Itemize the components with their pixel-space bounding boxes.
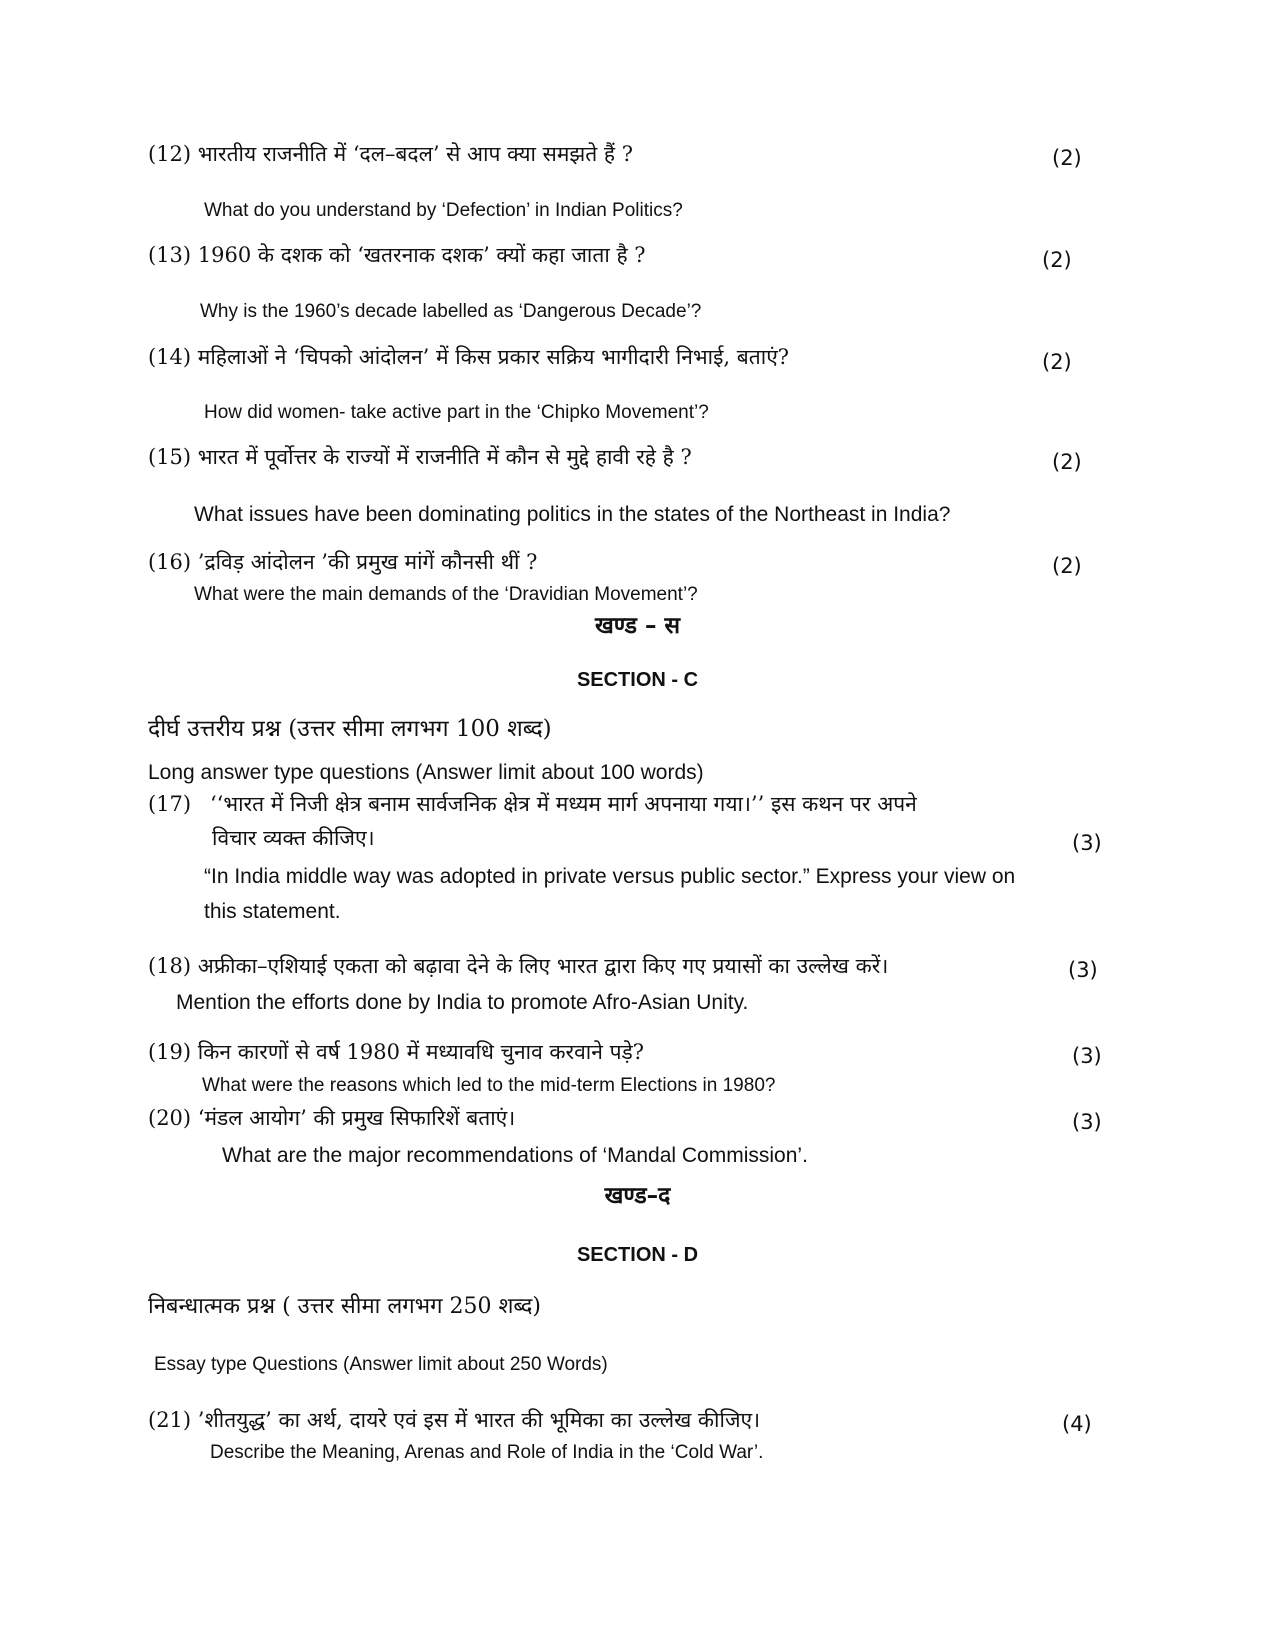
question-12-marks: (2) — [1052, 146, 1082, 170]
question-18-marks: (3) — [1068, 958, 1098, 982]
question-16-marks: (2) — [1052, 554, 1082, 578]
question-21-hindi — [148, 1408, 760, 1433]
question-14-hindi — [148, 345, 789, 370]
question-text-hindi: अफ्रीका–एशियाई एकता को बढ़ावा देने के लिए भारत द्वारा किए गए प्रयासों का उल्लेख करें। — [197, 954, 889, 978]
question-text-hindi: भारतीय राजनीति में ‘दल–बदल’ से आप क्या समझते हैं ? — [197, 142, 633, 166]
question-13-hindi — [148, 243, 646, 268]
section-d-instruction-hindi: निबन्धात्मक प्रश्न ( उत्तर सीमा लगभग 250 शब्द) — [148, 1294, 542, 1319]
question-17-hindi-line1: ‘‘भारत में निजी क्षेत्र बनाम सार्वजनिक क्षेत्र में मध्यम मार्ग अपनाया गया।’’ इस कथन पर अपने — [210, 792, 917, 816]
question-number: (12) — [148, 142, 192, 166]
question-19-marks: (3) — [1072, 1044, 1102, 1068]
question-text-hindi: भारत में पूर्वोत्तर के राज्यों में राजनीति में कौन से मुद्दे हावी रहे है ? — [197, 445, 692, 469]
section-d-heading: SECTION - D — [576, 1244, 699, 1266]
question-14-marks: (2) — [1042, 350, 1072, 374]
question-13-english: Why is the 1960’s decade labelled as ‘Dangerous Decade’? — [200, 301, 702, 322]
question-21-english: Describe the Meaning, Arenas and Role of India in the ‘Cold War’. — [210, 1442, 764, 1463]
section-c-instruction: Long answer type questions (Answer limit about 100 words) — [148, 761, 704, 784]
question-20-english: What are the major recommendations of ‘Mandal Commission’. — [222, 1144, 808, 1167]
question-number: (14) — [148, 345, 192, 369]
question-20-hindi — [148, 1106, 515, 1131]
question-18-hindi — [148, 954, 888, 979]
section-c-instruction-hindi: दीर्घ उत्तरीय प्रश्न (उत्तर सीमा लगभग 100 शब्द) — [148, 716, 552, 742]
question-text-hindi: किन कारणों से वर्ष 1980 में मध्यावधि चुनाव करवाने पड़े? — [197, 1040, 645, 1064]
question-13-marks: (2) — [1042, 248, 1072, 272]
question-17-hindi-line2: विचार व्यक्त कीजिए। — [212, 826, 375, 850]
question-18-english: Mention the efforts done by India to promote Afro-Asian Unity. — [176, 991, 749, 1014]
question-text-hindi: ‘मंडल आयोग’ की प्रमुख सिफारिशें बताएं। — [197, 1106, 516, 1130]
question-19-hindi — [148, 1040, 644, 1065]
question-17-english-line1: “In India middle way was adopted in private versus public sector.” Express your view on — [204, 865, 1016, 888]
question-12-english: What do you understand by ‘Defection’ in Indian Politics? — [204, 200, 683, 221]
question-15-english: What issues have been dominating politics in the states of the Northeast in India? — [194, 503, 951, 526]
question-number: (19) — [148, 1040, 192, 1064]
question-text-hindi: ’शीतयुद्ध’ का अर्थ, दायरे एवं इस में भारत की भूमिका का उल्लेख कीजिए। — [197, 1408, 761, 1432]
question-number: (18) — [148, 954, 192, 978]
question-number: (13) — [148, 243, 192, 267]
question-17-number: (17) — [148, 792, 192, 816]
question-14-english: How did women- take active part in the ‘Chipko Movement’? — [204, 402, 709, 423]
question-12-hindi — [148, 142, 633, 167]
question-15-hindi — [148, 445, 692, 470]
question-17-marks: (3) — [1072, 831, 1102, 855]
question-16-hindi — [148, 550, 537, 575]
section-c-heading: SECTION - C — [576, 669, 699, 691]
question-17-english-line2: this statement. — [204, 900, 341, 923]
question-text-hindi: 1960 के दशक को ‘खतरनाक दशक’ क्यों कहा जाता है ? — [197, 243, 646, 267]
question-text-hindi: महिलाओं ने ‘चिपको आंदोलन’ में किस प्रकार सक्रिय भागीदारी निभाई, बताएं? — [197, 345, 790, 369]
question-text-hindi: ’द्रविड़ आंदोलन ’की प्रमुख मांगें कौनसी थीं ? — [197, 550, 538, 574]
question-21-marks: (4) — [1062, 1412, 1092, 1436]
question-number: (15) — [148, 445, 192, 469]
question-number: (16) — [148, 550, 192, 574]
section-d-heading-hindi: खण्ड–द — [604, 1183, 671, 1209]
section-d-instruction: Essay type Questions (Answer limit about 250 Words) — [154, 1354, 608, 1375]
question-15-marks: (2) — [1052, 450, 1082, 474]
question-16-english: What were the main demands of the ‘Dravidian Movement’? — [194, 584, 698, 605]
question-number: (21) — [148, 1408, 192, 1432]
question-number: (20) — [148, 1106, 192, 1130]
question-19-english: What were the reasons which led to the mid-term Elections in 1980? — [202, 1075, 776, 1096]
section-c-heading-hindi: खण्ड – स — [594, 613, 681, 639]
question-20-marks: (3) — [1072, 1110, 1102, 1134]
